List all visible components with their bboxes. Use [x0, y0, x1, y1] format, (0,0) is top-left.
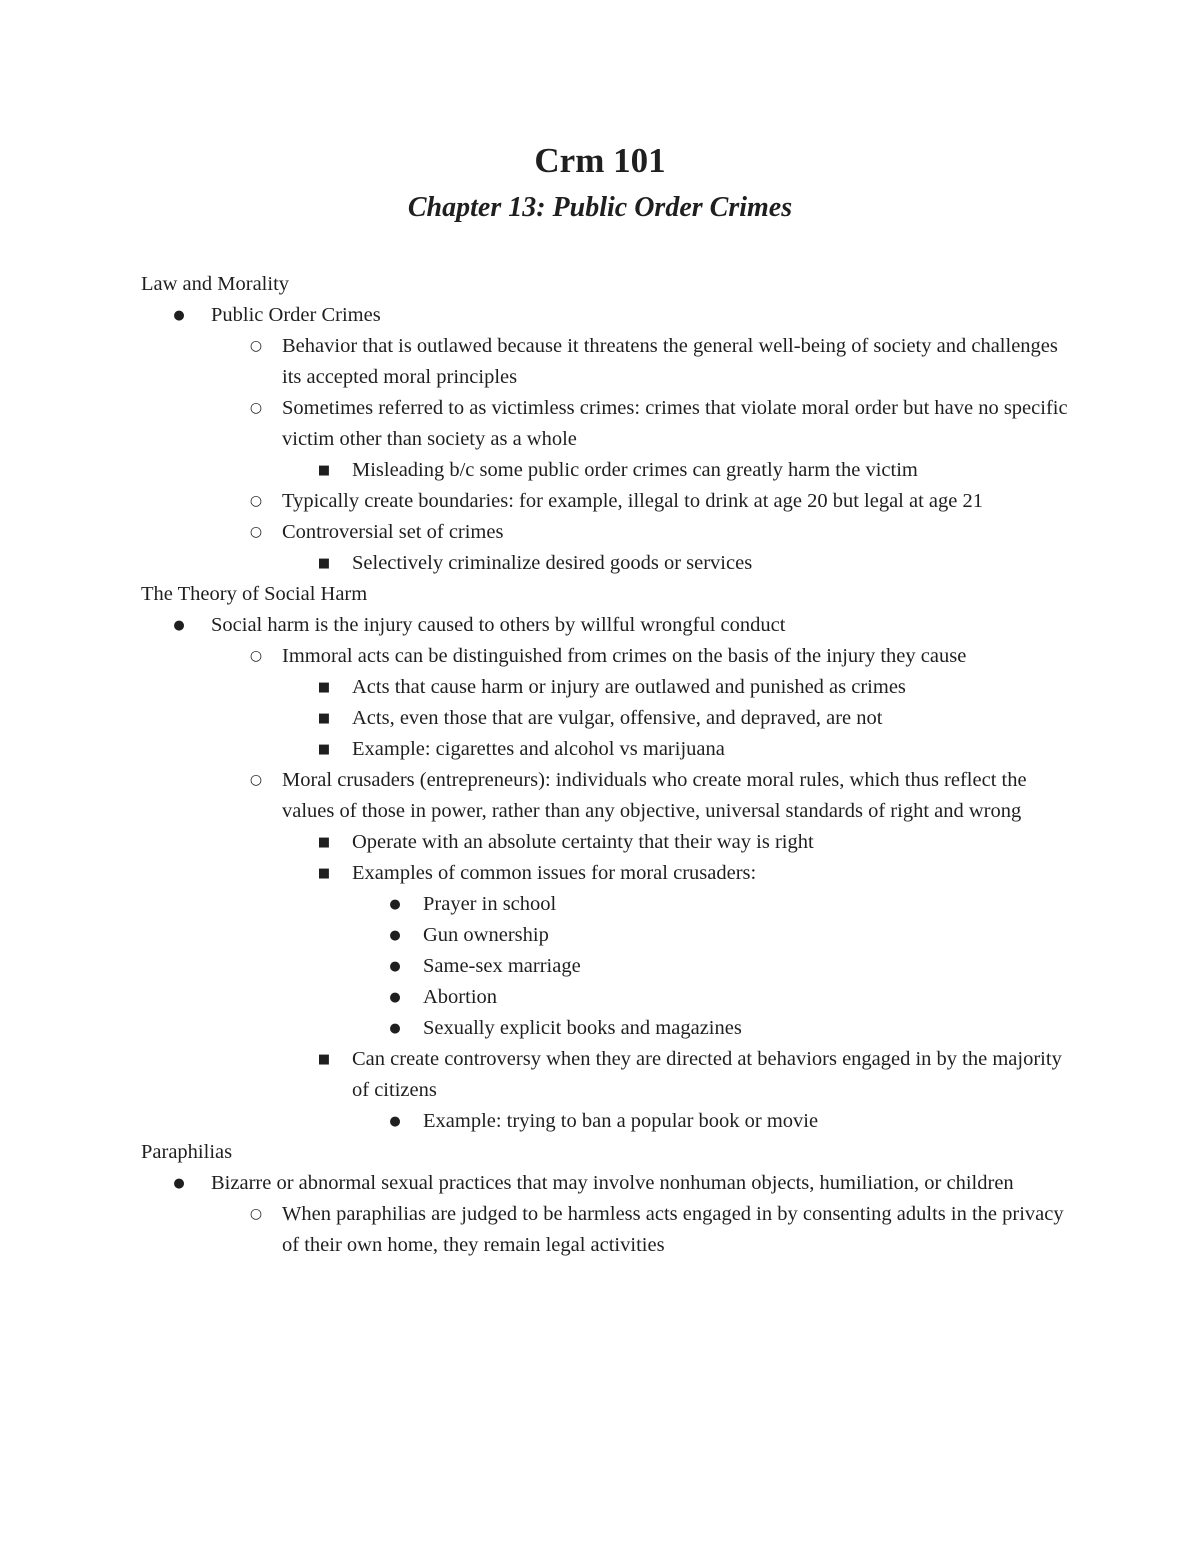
list-item	[141, 1168, 1071, 1199]
bullet-level-2-icon: ○	[249, 1206, 263, 1222]
list-item	[141, 889, 1071, 920]
list-item-text: Law and Morality	[141, 273, 290, 295]
notes-outline	[141, 269, 1071, 1261]
list-item-text: Paraphilias	[141, 1141, 233, 1163]
list-item-text: Acts that cause harm or injury are outlawed and punished as crimes	[352, 676, 906, 698]
list-item-text: Bizarre or abnormal sexual practices that may involve nonhuman objects, humiliation, or children	[211, 1172, 1014, 1194]
list-item-text: Acts, even those that are vulgar, offensive, and depraved, are not	[352, 707, 883, 729]
bullet-level-3-icon: ■	[317, 463, 331, 478]
list-item-text: Sexually explicit books and magazines	[423, 1017, 742, 1039]
list-item	[141, 1013, 1071, 1044]
list-item-text: Immoral acts can be distinguished from crimes on the basis of the injury they cause	[282, 645, 967, 667]
bullet-level-2-icon: ○	[249, 772, 263, 788]
list-item-text: Controversial set of crimes	[282, 521, 504, 543]
list-item	[141, 1044, 1071, 1106]
list-item-text: Can create controversy when they are directed at behaviors engaged in by the majority of citizens	[352, 1048, 1062, 1101]
list-item-text: Abortion	[423, 986, 498, 1008]
list-item-text: Prayer in school	[423, 893, 557, 915]
bullet-level-4-icon: ●	[389, 959, 401, 974]
list-item	[141, 982, 1071, 1013]
list-item-text: Social harm is the injury caused to others by willful wrongful conduct	[211, 614, 786, 636]
list-item-text: Selectively criminalize desired goods or services	[352, 552, 753, 574]
bullet-level-3-icon: ■	[317, 835, 331, 850]
list-item	[141, 858, 1071, 889]
list-item	[141, 548, 1071, 579]
list-item-text: Same-sex marriage	[423, 955, 581, 977]
section-heading	[141, 579, 1071, 610]
list-item-text: Moral crusaders (entrepreneurs): individuals who create moral rules, which thus reflect the values of those in power, rather than any objective, universal standards of right and wrong	[282, 769, 1027, 822]
list-item	[141, 300, 1071, 331]
list-item	[141, 486, 1071, 517]
bullet-level-2-icon: ○	[249, 338, 263, 354]
bullet-level-3-icon: ■	[317, 711, 331, 726]
bullet-level-2-icon: ○	[249, 400, 263, 416]
list-item	[141, 331, 1071, 393]
list-item	[141, 951, 1071, 982]
list-item	[141, 517, 1071, 548]
bullet-level-4-icon: ●	[389, 928, 401, 943]
bullet-level-4-icon: ●	[389, 897, 401, 912]
list-item	[141, 703, 1071, 734]
list-item-text: Operate with an absolute certainty that their way is right	[352, 831, 814, 853]
list-item-text: Public Order Crimes	[211, 304, 381, 326]
list-item	[141, 920, 1071, 951]
section-heading	[141, 269, 1071, 300]
list-item	[141, 1199, 1071, 1261]
bullet-level-1-icon: ●	[173, 1176, 185, 1191]
list-item-text: Misleading b/c some public order crimes can greatly harm the victim	[352, 459, 918, 481]
list-item-text: Example: cigarettes and alcohol vs marijuana	[352, 738, 725, 760]
document-subtitle: Chapter 13: Public Order Crimes	[407, 192, 793, 223]
bullet-level-4-icon: ●	[389, 990, 401, 1005]
list-item	[141, 610, 1071, 641]
list-item	[141, 393, 1071, 455]
bullet-level-3-icon: ■	[317, 1052, 331, 1067]
list-item-text: Gun ownership	[423, 924, 549, 946]
list-item	[141, 734, 1071, 765]
bullet-level-2-icon: ○	[249, 493, 263, 509]
bullet-level-1-icon: ●	[173, 618, 185, 633]
section-heading	[141, 1137, 1071, 1168]
list-item-text: Typically create boundaries: for example, illegal to drink at age 20 but legal at age 21	[282, 490, 983, 512]
document-title: Crm 101	[534, 141, 666, 180]
list-item-text: Behavior that is outlawed because it threatens the general well-being of society and challenges its accepted moral principles	[282, 335, 1058, 388]
list-item	[141, 455, 1071, 486]
bullet-level-3-icon: ■	[317, 866, 331, 881]
list-item-text: Example: trying to ban a popular book or movie	[423, 1110, 819, 1132]
bullet-level-1-icon: ●	[173, 308, 185, 323]
bullet-level-4-icon: ●	[389, 1021, 401, 1036]
bullet-level-4-icon: ●	[389, 1114, 401, 1129]
list-item	[141, 765, 1071, 827]
list-item	[141, 641, 1071, 672]
bullet-level-2-icon: ○	[249, 524, 263, 540]
list-item	[141, 827, 1071, 858]
list-item	[141, 672, 1071, 703]
bullet-level-3-icon: ■	[317, 742, 331, 757]
bullet-level-3-icon: ■	[317, 556, 331, 571]
list-item-text: When paraphilias are judged to be harmless acts engaged in by consenting adults in the privacy of their own home, they remain legal activities	[282, 1203, 1064, 1256]
bullet-level-2-icon: ○	[249, 648, 263, 664]
list-item-text: Sometimes referred to as victimless crimes: crimes that violate moral order but have no specific victim other than society as a whole	[282, 397, 1068, 450]
list-item	[141, 1106, 1071, 1137]
bullet-level-3-icon: ■	[317, 680, 331, 695]
list-item-text: Examples of common issues for moral crusaders:	[352, 862, 757, 884]
list-item-text: The Theory of Social Harm	[141, 583, 368, 605]
